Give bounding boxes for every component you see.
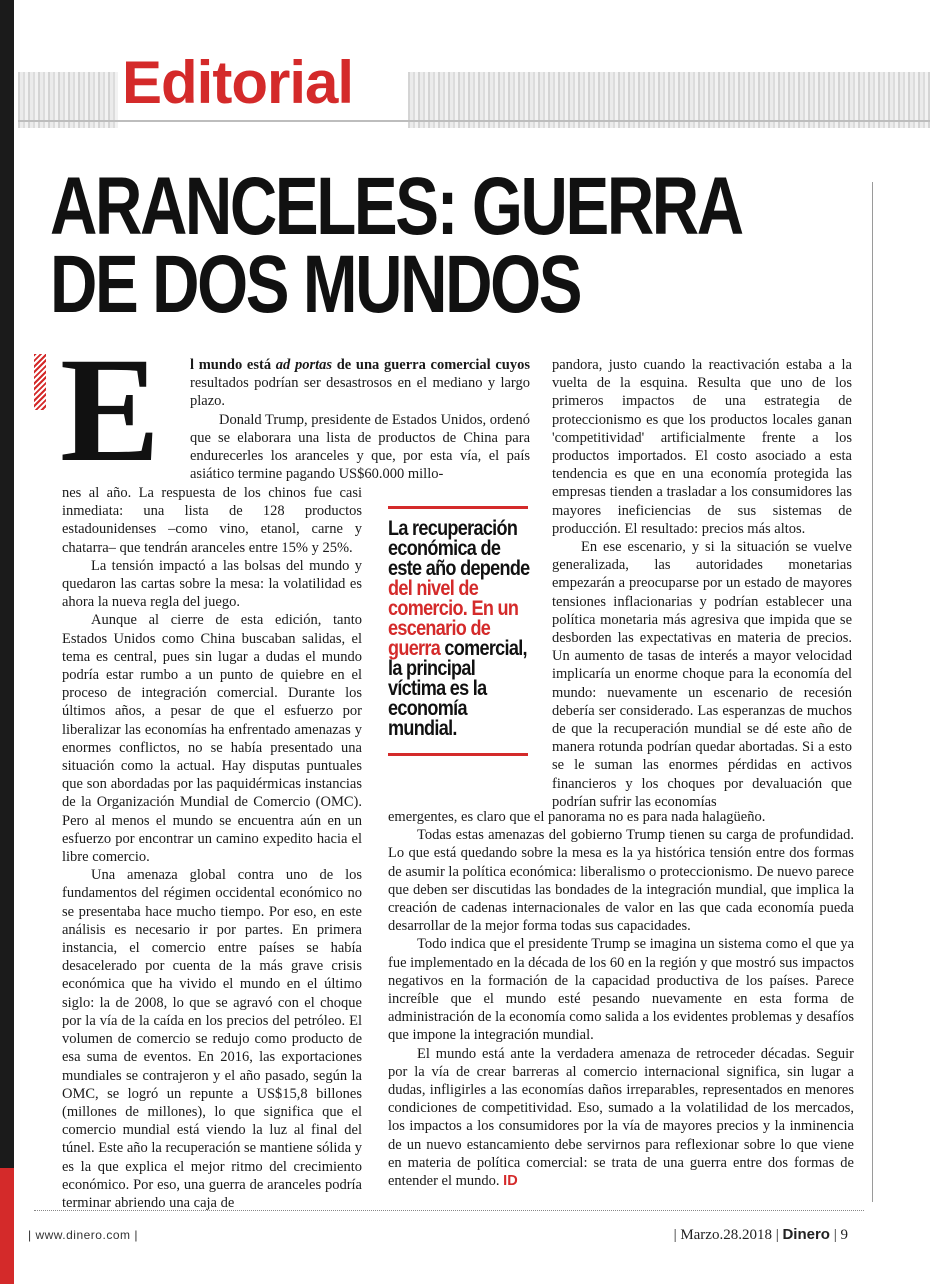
paragraph: La tensión impactó a las bolsas del mundo y quedaron las cartas sobre la mesa: la volatilidad es ahora la nueva regla del juego. <box>62 557 362 611</box>
paragraph: Aunque al cierre de esta edición, tanto Estados Unidos como China buscaban salidas, el tema es central, pues sin lugar a dudas el mundo podría estar rumbo a un punto de quiebre en el proceso de integración comercial. Durante los últimos años, a pesar de que el esfuerzo por liberalizar las economías ha enfrentado amenazas y enormes conflictos, no se había presentado una situación como la actual. Hay disputas puntuales que son abordadas por las paquidérmicas instancias de la Organización Mundial de Comercio (OMC). Pero al menos el mundo se encuentra aún en un esfuerzo por encontrar un camino expedito hacia el libre comercio. <box>62 612 362 866</box>
final-paragraph: El mundo está ante la verdadera amenaza de retroceder décadas. Seguir por la vía de crear barreras al comercio internacional significa, sin lugar a dudas, infligirles a las economías daños irreparables, representados en menores condiciones de competitividad. Eso, sumado a la volatilidad de los mercados, los impactos a los consumidores por la vía de mayores precios y la inminencia de un nuevo estancamiento debe servirnos para reflexionar sobre lo que viene en materia de política comercial: se trata de una guerra entre dos formas de entender el mundo. <box>388 1045 854 1190</box>
paragraph <box>388 1045 854 1191</box>
lead-paragraph <box>190 356 530 411</box>
headline <box>50 161 742 330</box>
end-mark-logo: ID <box>503 1173 518 1190</box>
right-column-rule <box>872 182 873 1202</box>
paragraph: Todas estas amenazas del gobierno Trump tienen su carga de profundidad. Lo que está quedando sobre la mesa es la ya histórica tensión entre dos formas de asumir la política económica: liberalismo o proteccionismo. De nuevo parece que deben ser discutidas las bondades de la integración mundial, que implica la creación de cadenas internacionales de valor en las que cada economía pueda desarrollar de la mejor forma todas sus capacidades. <box>388 827 854 935</box>
headline-line-1: ARANCELES: GUERRA <box>50 161 742 252</box>
hatch-ornament <box>34 354 46 410</box>
footer-website: | www.dinero.com | <box>28 1228 138 1242</box>
drop-cap: E <box>60 327 161 493</box>
lead-block <box>190 356 530 483</box>
footer-date: | Marzo.28.2018 | <box>673 1227 779 1243</box>
pull-quote-rule-top <box>388 506 528 509</box>
paragraph: pandora, justo cuando la reactivación estaba a la vuelta de la esquina. Resulta que uno de los primeros impactos de una estrategia de proteccionismo es que los productos locales ganan 'competitividad' artificialmente frente a los productos importados. El costo asociado a esta tendencia es que en una economía protegida las empresas tienden a trasladar a los consumidores las mayores ineficiencias de sus sistemas de producción. El resultado: precios más altos. <box>552 357 852 537</box>
column-1 <box>62 484 362 1212</box>
paragraph: nes al año. La respuesta de los chinos fue casi inmediata: una lista de 128 productos estadounidenses –como vino, etanol, carne y chatarra– que tendrán aranceles entre 15% y 25%. <box>62 485 362 556</box>
footer-brand: Dinero <box>782 1226 830 1243</box>
lead-rest: resultados podrían ser desastrosos en el mediano y largo plazo. <box>190 375 530 410</box>
pull-quote-rule-bottom <box>388 753 528 756</box>
pull-quote-highlight: del nivel de comercio. En un escenario de guerra <box>388 577 519 660</box>
footer-rule <box>34 1210 864 1211</box>
section-title: Editorial <box>122 49 354 116</box>
paragraph: emergentes, es claro que el panorama no es para nada halagüeño. <box>388 809 766 825</box>
column-3 <box>552 356 852 811</box>
page-number: | 9 <box>833 1227 848 1243</box>
pull-quote-part: La recuperación económica de este año depende <box>388 517 530 580</box>
paragraph: Todo indica que el presidente Trump se imagina un sistema como el que ya fue implementado en la década de los 60 en la región y que mostró sus impactos negativos en la formación de la capacidad productiva de los países. Parece increíble que el mundo esté pesando nuevamente en esta forma de administración de la economía como salida a los evidentes problemas y desafíos que impone la integración mundial. <box>388 936 854 1044</box>
footer-info <box>674 1226 848 1244</box>
paragraph: Una amenaza global contra uno de los fundamentos del régimen occidental económico no se presentaba hace mucho tiempo. Por eso, en este análisis es necesario ir por partes. En primera instancia, el comercio entre países se había desacelerado por cuenta de la más grave crisis económica que ha vivido el mundo en el último siglo: la de 2008, lo que se agravó con el choque por la vía de la caída en los precios del petróleo. El volumen de comercio se redujo como producto de esa suma de eventos. En 2016, las exportaciones mundiales se contrajeron y el año pasado, según la OMC, se logró un repunte a US$15,8 billones (millones de millones), lo que significa que el comercio mundial está viendo la luz al final del túnel. Este año la recuperación se mantiene sólida y es la que explica el mejor ritmo del crecimiento económico. Por eso, una guerra de aranceles podría terminar abriendo una caja de <box>62 867 362 1211</box>
lead-bold-start: l mundo está <box>190 357 276 373</box>
bottom-block <box>388 808 854 1190</box>
pull-quote-part: comercial, la principal víctima es la economía mundial. <box>388 637 527 740</box>
header-rule <box>18 120 930 122</box>
left-edge-red-tab <box>0 1168 14 1284</box>
paragraph: En ese escenario, y si la situación se vuelve generalizada, las autoridades monetarias empezarán a preocuparse por un estado de mayores tensiones inflacionarias y podrían establecer una política monetaria más agresiva que impida que se desborden las expectativas en materia de precios. Un aumento de tasas de interés a mayor velocidad implicaría un enorme choque para la economía del mundo: nuevamente un escenario de recesión debería ser considerado. Las esperanzas de muchos de que la recuperación mundial se dé este año de manera rotunda podrían quedar abortadas. Si a esto se le suman las enormes pérdidas en activos financieros y los choques por devaluación que podrían sufrir las economías <box>552 539 852 810</box>
lead-bold-end: de una guerra comercial cuyos <box>332 357 530 373</box>
pull-quote-text <box>388 519 530 739</box>
paragraph: Donald Trump, presidente de Estados Unidos, ordenó que se elaborara una lista de productos de China para endurecerles los aranceles y que, por esta vía, el país asiático termine pagando US$60.000 millo- <box>190 411 530 483</box>
left-edge-bar <box>0 0 14 1284</box>
headline-line-2: DE DOS MUNDOS <box>50 239 581 330</box>
lead-italic: ad portas <box>275 357 333 373</box>
pull-quote <box>388 506 528 756</box>
